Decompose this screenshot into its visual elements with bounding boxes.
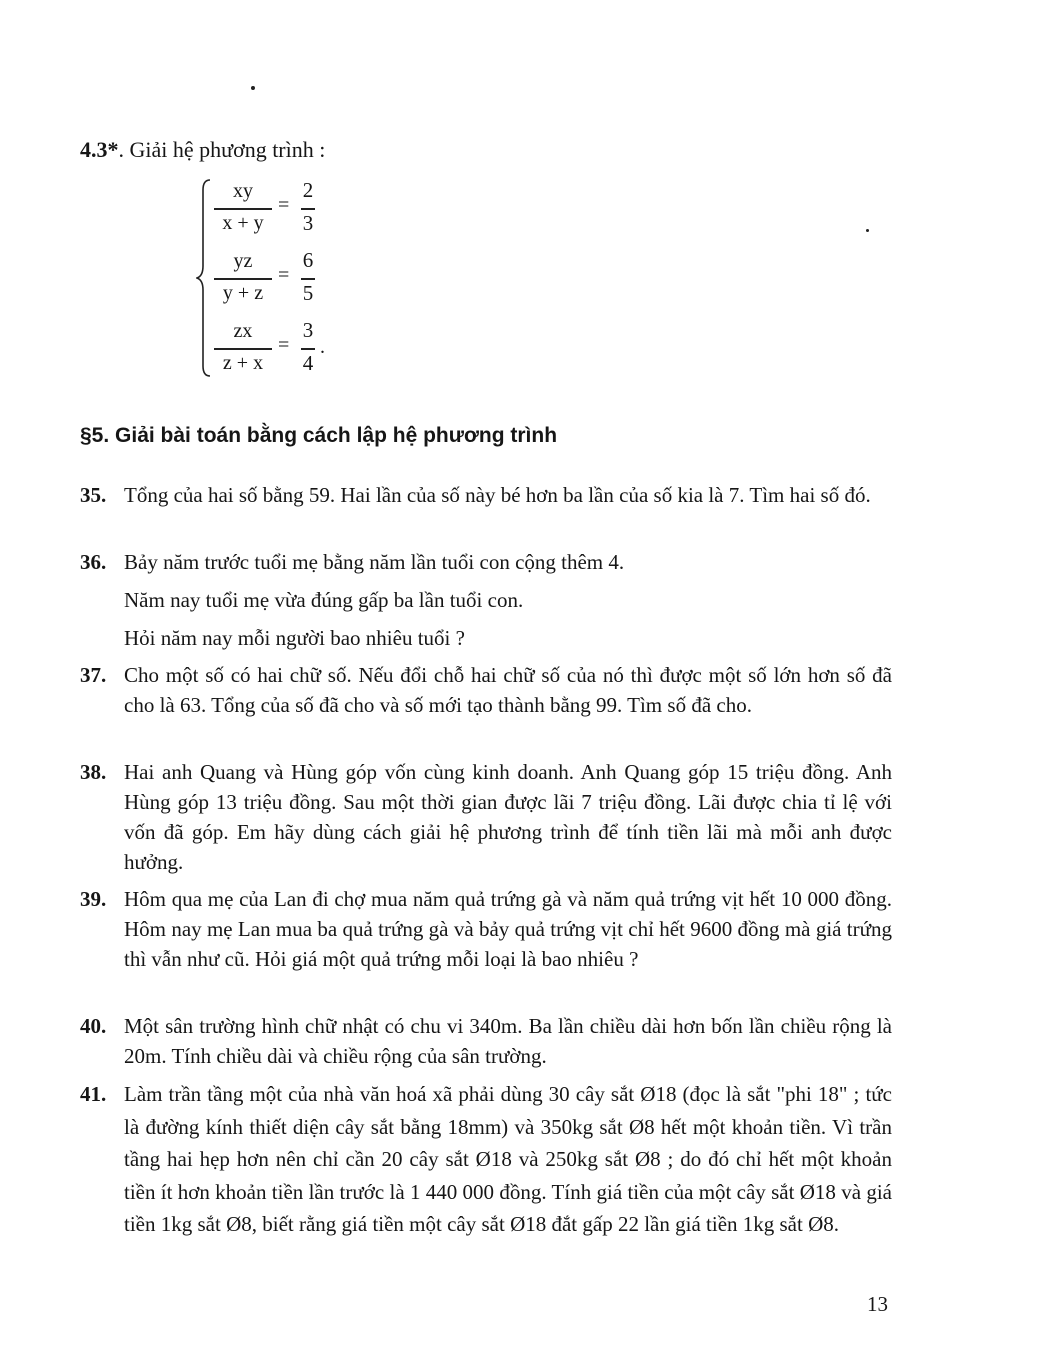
page-number: 13 [867,1292,888,1316]
equation-1 [214,178,344,238]
equation-2 [214,248,344,308]
fraction-bar [214,208,272,210]
problem-number: 35. [80,483,107,507]
equals-sign: = [278,334,290,356]
problem-body [124,1011,892,1071]
problem-37 [80,660,892,720]
equation-system [196,178,346,378]
equation-3 [214,318,344,378]
problem-body [124,884,892,974]
problem-body [124,757,892,877]
rhs-denominator: 5 [302,281,314,305]
lhs-numerator: yz [233,250,253,272]
problem-35 [80,480,892,510]
fraction-bar [214,278,272,280]
problem-text: Hỏi năm nay mỗi người bao nhiêu tuổi ? [124,626,465,650]
fraction-bar [301,208,315,210]
lhs-denominator: x + y [222,212,264,234]
problem-36 [80,547,892,653]
problem-38 [80,757,892,877]
lhs-denominator: z + x [222,352,264,374]
rhs-denominator: 4 [302,351,314,375]
problem-41 [80,1078,892,1241]
rhs-numerator: 3 [302,318,314,342]
equals-sign: = [278,194,290,216]
equation-end: . [320,336,325,358]
problem-text: Cho một số có hai chữ số. Nếu đổi chỗ hai chữ số của nó thì được một số lớn hơn số đã cho là 63. Tổng của số đã cho và số mới tạo thành bằng 99. Tìm số đã cho. [124,663,892,717]
problem-40 [80,1011,892,1071]
problem-text: Năm nay tuổi mẹ vừa đúng gấp ba lần tuổi con. [124,588,524,612]
problem-text: Bảy năm trước tuổi mẹ bằng năm lần tuổi con cộng thêm 4. [124,550,625,574]
problem-body [124,547,892,653]
lhs-numerator: zx [233,320,253,342]
equals-sign: = [278,264,290,286]
problem-text: Hôm qua mẹ của Lan đi chợ mua năm quả trứng gà và năm quả trứng vịt hết 10 000 đồng. Hôm nay mẹ Lan mua ba quả trứng gà và bảy quả trứng vịt chỉ hết 9600 đồng mà giá trứng thì vẫn như cũ. Hỏi giá một quả trứng mỗi loại là bao nhiêu ? [124,887,892,971]
fraction-bar [301,348,315,350]
problem-body [124,480,892,510]
scan-speck [866,229,869,232]
lhs-numerator: xy [233,180,253,202]
fraction-bar [301,278,315,280]
section-title: §5. Giải bài toán bằng cách lập hệ phương trình [80,424,558,447]
problem-number: 36. [80,550,107,574]
problem-text: Một sân trường hình chữ nhật có chu vi 340m. Ba lần chiều dài hơn bốn lần chiều rộng là 20m. Tính chiều dài và chiều rộng của sân trường. [124,1014,892,1068]
problem-number: 40. [80,1014,107,1038]
left-brace-icon [196,178,214,378]
problem-number: 39. [80,887,107,911]
fraction-bar [214,348,272,350]
lhs-denominator: y + z [222,282,264,304]
exercise-number: 4.3* [80,137,119,162]
rhs-denominator: 3 [302,211,314,235]
problem-number: 37. [80,663,107,687]
rhs-numerator: 2 [302,178,314,202]
problem-number: 41. [80,1082,107,1106]
problem-39 [80,884,892,974]
exercise-prompt: . Giải hệ phương trình : [118,137,326,162]
exercise-4-3-heading [80,137,325,163]
problem-text: Tổng của hai số bằng 59. Hai lần của số này bé hơn ba lần của số kia là 7. Tìm hai số đó. [124,483,871,507]
problem-text: Hai anh Quang và Hùng góp vốn cùng kinh doanh. Anh Quang góp 15 triệu đồng. Anh Hùng góp 13 triệu đồng. Sau một thời gian được lãi 7 triệu đồng. Lãi được chia tỉ lệ với vốn đã góp. Em hãy dùng cách giải hệ phương trình để tính tiền lãi mà mỗi anh được hưởng. [124,760,892,874]
problem-number: 38. [80,760,107,784]
problem-text: Làm trần tầng một của nhà văn hoá xã phải dùng 30 cây sắt Ø18 (đọc là sắt "phi 18" ; tức là đường kính thiết diện cây sắt bằng 18mm) và 350kg sắt Ø8 hết một khoản tiền. Vì trần tầng hai hẹp hơn nên chỉ cần 20 cây sắt Ø18 và 250kg sắt Ø8 ; do đó chỉ hết một khoản tiền ít hơn khoản tiền lần trước là 1 440 000 đồng. Tính giá tiền của một cây sắt Ø18 và giá tiền 1kg sắt Ø8, biết rằng giá tiền một cây sắt Ø18 đắt gấp 22 lần giá tiền 1kg sắt Ø8. [124,1082,892,1236]
problem-body [124,660,892,720]
problem-body [124,1078,892,1241]
rhs-numerator: 6 [302,248,314,272]
scan-speck [251,86,255,90]
